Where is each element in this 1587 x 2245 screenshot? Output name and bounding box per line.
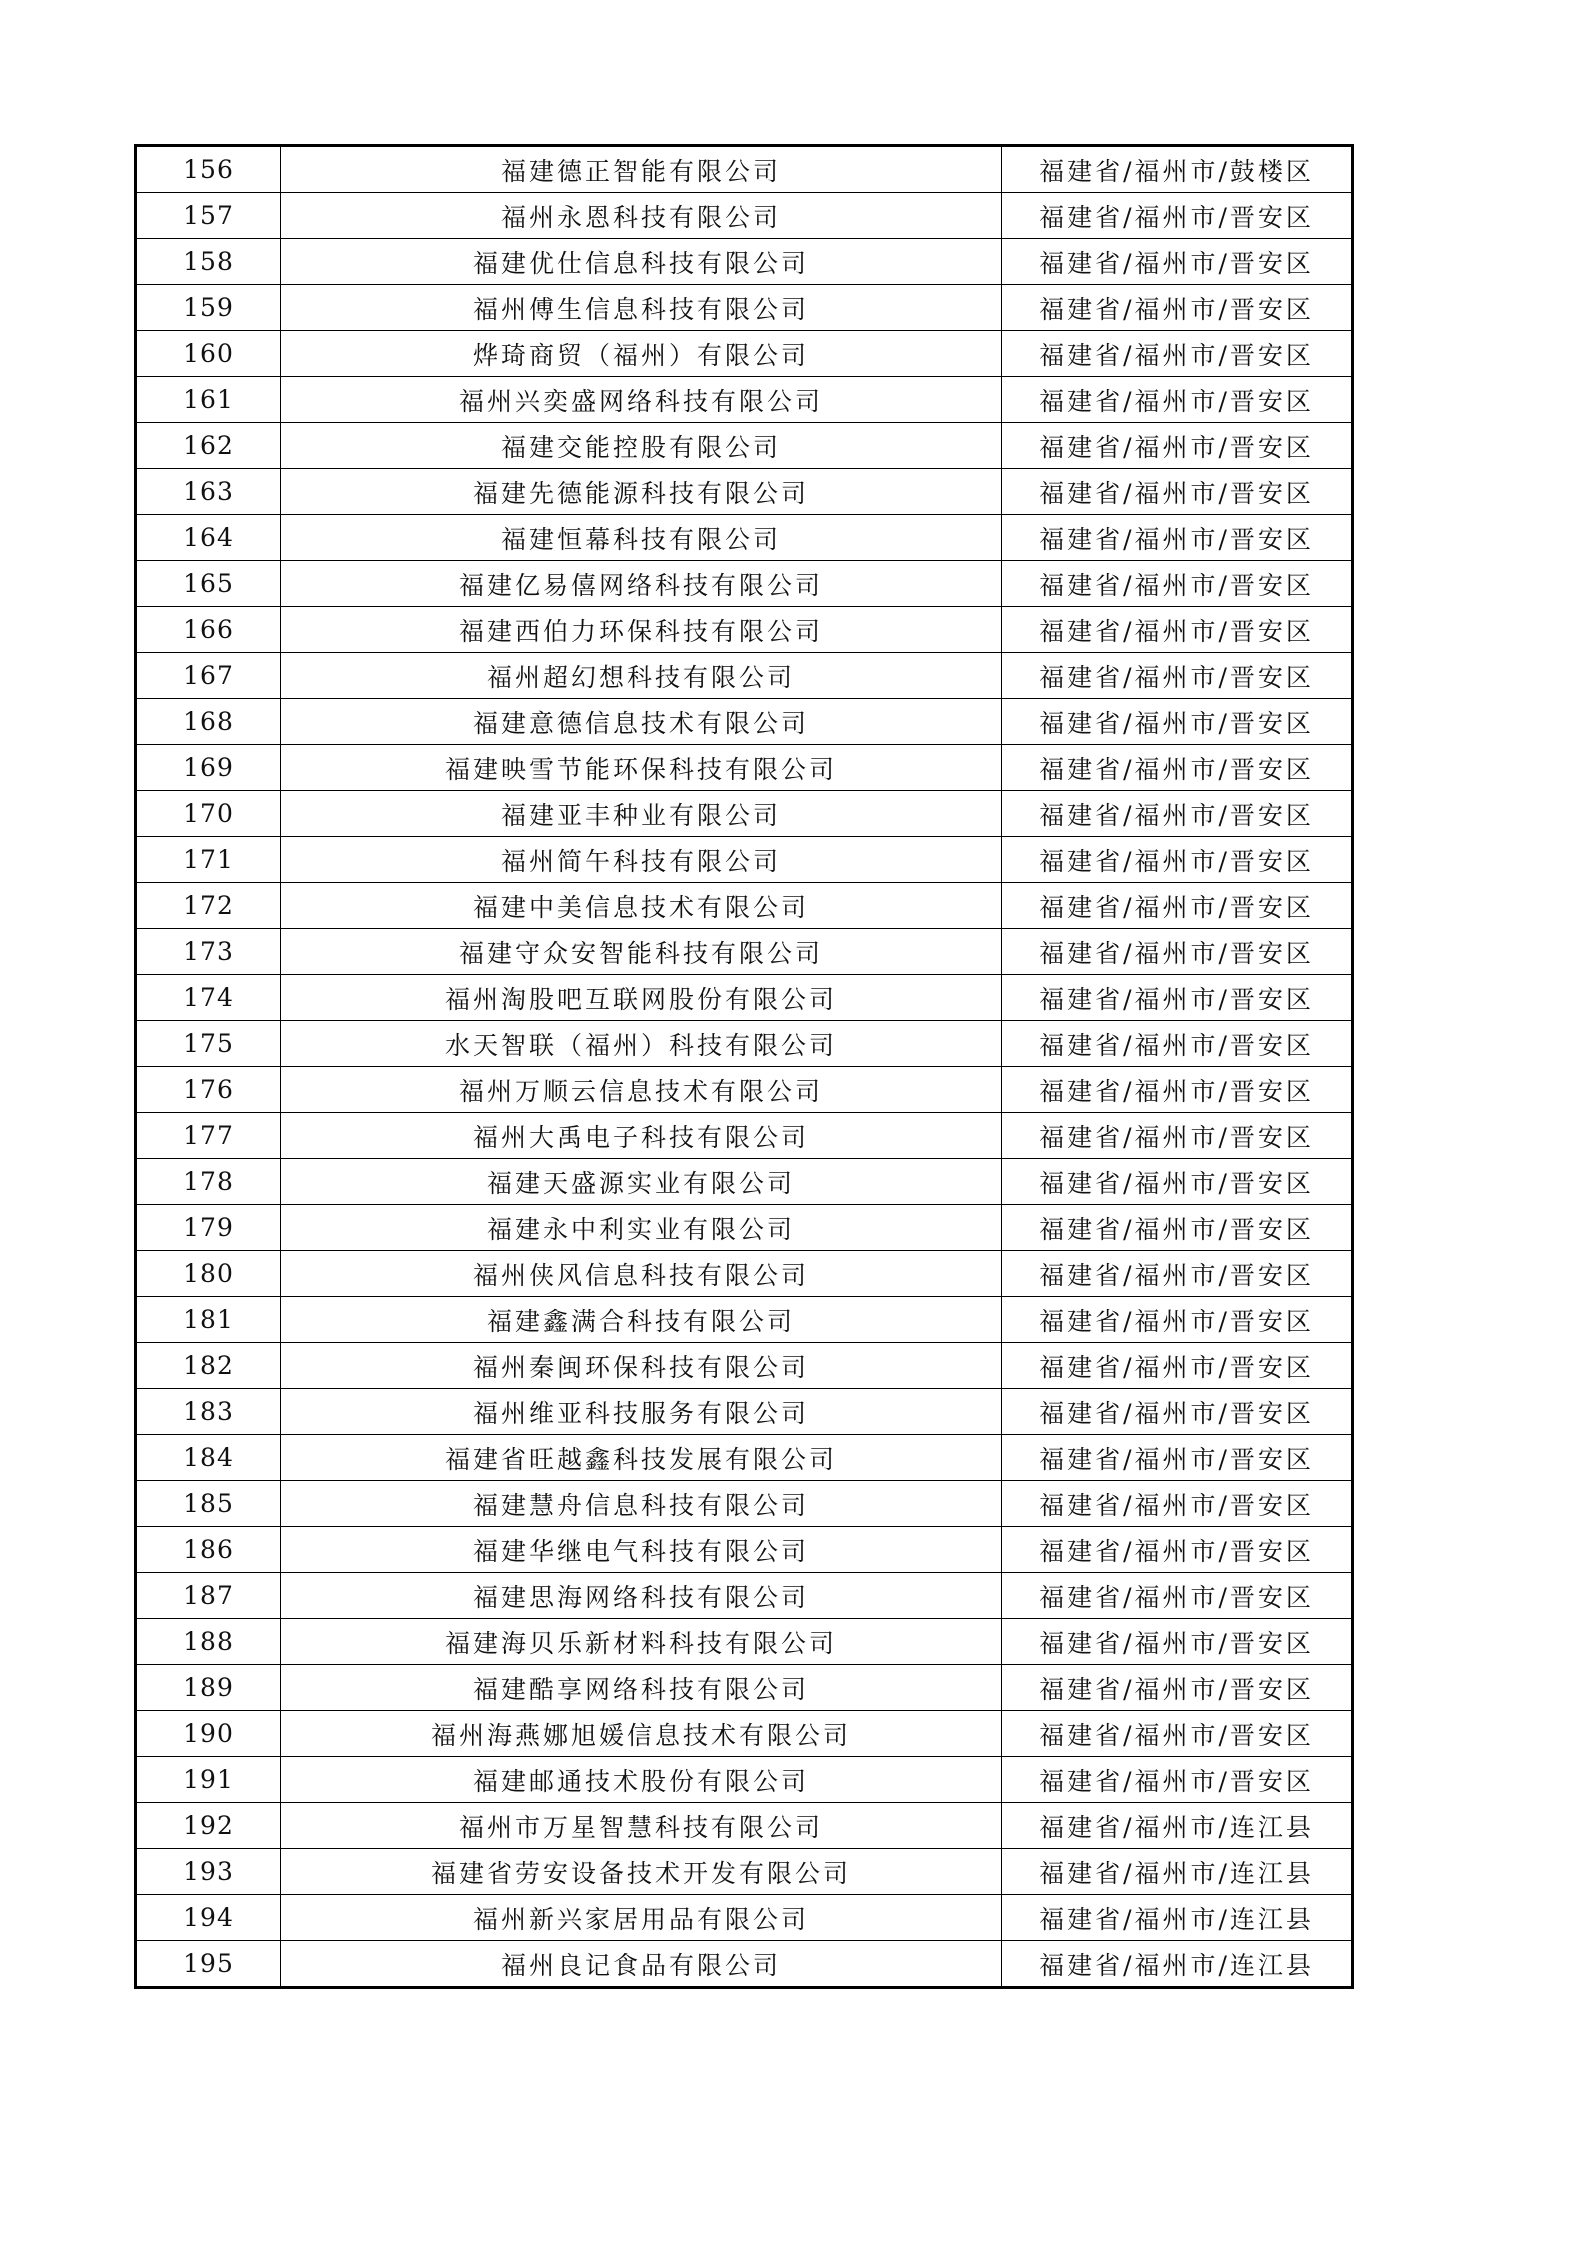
region-cell: 福建省/福州市/晋安区 xyxy=(1002,1711,1353,1757)
row-number-cell: 162 xyxy=(136,423,281,469)
row-number-cell: 193 xyxy=(136,1849,281,1895)
row-number-cell: 167 xyxy=(136,653,281,699)
table-row xyxy=(136,1435,1353,1481)
row-number-cell: 194 xyxy=(136,1895,281,1941)
row-number-cell: 171 xyxy=(136,837,281,883)
region-cell: 福建省/福州市/晋安区 xyxy=(1002,285,1353,331)
table-row xyxy=(136,1665,1353,1711)
row-number-cell: 183 xyxy=(136,1389,281,1435)
table-body xyxy=(136,146,1353,1988)
row-number-cell: 177 xyxy=(136,1113,281,1159)
region-cell: 福建省/福州市/晋安区 xyxy=(1002,1251,1353,1297)
region-cell: 福建省/福州市/晋安区 xyxy=(1002,1021,1353,1067)
region-cell: 福建省/福州市/晋安区 xyxy=(1002,929,1353,975)
row-number-cell: 178 xyxy=(136,1159,281,1205)
company-name-cell: 福建酷享网络科技有限公司 xyxy=(281,1665,1002,1711)
row-number-cell: 168 xyxy=(136,699,281,745)
company-name-cell: 福建海贝乐新材料科技有限公司 xyxy=(281,1619,1002,1665)
row-number-cell: 179 xyxy=(136,1205,281,1251)
row-number-cell: 172 xyxy=(136,883,281,929)
row-number-cell: 176 xyxy=(136,1067,281,1113)
row-number-cell: 181 xyxy=(136,1297,281,1343)
region-cell: 福建省/福州市/晋安区 xyxy=(1002,1619,1353,1665)
company-name-cell: 福州淘股吧互联网股份有限公司 xyxy=(281,975,1002,1021)
table-row xyxy=(136,1297,1353,1343)
region-cell: 福建省/福州市/晋安区 xyxy=(1002,1205,1353,1251)
table-row xyxy=(136,699,1353,745)
table-row xyxy=(136,837,1353,883)
company-name-cell: 福州侠风信息科技有限公司 xyxy=(281,1251,1002,1297)
table-row xyxy=(136,1619,1353,1665)
region-cell: 福建省/福州市/晋安区 xyxy=(1002,837,1353,883)
row-number-cell: 166 xyxy=(136,607,281,653)
company-name-cell: 福建中美信息技术有限公司 xyxy=(281,883,1002,929)
company-name-cell: 福建鑫满合科技有限公司 xyxy=(281,1297,1002,1343)
company-name-cell: 水天智联（福州）科技有限公司 xyxy=(281,1021,1002,1067)
table-row xyxy=(136,1389,1353,1435)
row-number-cell: 158 xyxy=(136,239,281,285)
row-number-cell: 186 xyxy=(136,1527,281,1573)
company-name-cell: 福州维亚科技服务有限公司 xyxy=(281,1389,1002,1435)
region-cell: 福建省/福州市/晋安区 xyxy=(1002,791,1353,837)
row-number-cell: 161 xyxy=(136,377,281,423)
table-row xyxy=(136,607,1353,653)
company-name-cell: 福州新兴家居用品有限公司 xyxy=(281,1895,1002,1941)
row-number-cell: 192 xyxy=(136,1803,281,1849)
table-row xyxy=(136,653,1353,699)
company-name-cell: 福州超幻想科技有限公司 xyxy=(281,653,1002,699)
row-number-cell: 169 xyxy=(136,745,281,791)
table-row xyxy=(136,1481,1353,1527)
company-name-cell: 福建省旺越鑫科技发展有限公司 xyxy=(281,1435,1002,1481)
table-row xyxy=(136,285,1353,331)
row-number-cell: 173 xyxy=(136,929,281,975)
region-cell: 福建省/福州市/晋安区 xyxy=(1002,1297,1353,1343)
company-name-cell: 福建慧舟信息科技有限公司 xyxy=(281,1481,1002,1527)
region-cell: 福建省/福州市/晋安区 xyxy=(1002,1435,1353,1481)
company-name-cell: 福建华继电气科技有限公司 xyxy=(281,1527,1002,1573)
region-cell: 福建省/福州市/晋安区 xyxy=(1002,699,1353,745)
region-cell: 福建省/福州市/晋安区 xyxy=(1002,745,1353,791)
table-row xyxy=(136,745,1353,791)
row-number-cell: 157 xyxy=(136,193,281,239)
table-row xyxy=(136,791,1353,837)
table-row xyxy=(136,1205,1353,1251)
row-number-cell: 180 xyxy=(136,1251,281,1297)
row-number-cell: 189 xyxy=(136,1665,281,1711)
table-row xyxy=(136,1573,1353,1619)
row-number-cell: 185 xyxy=(136,1481,281,1527)
table-row xyxy=(136,883,1353,929)
region-cell: 福建省/福州市/晋安区 xyxy=(1002,975,1353,1021)
company-name-cell: 福建西伯力环保科技有限公司 xyxy=(281,607,1002,653)
row-number-cell: 175 xyxy=(136,1021,281,1067)
company-name-cell: 福建意德信息技术有限公司 xyxy=(281,699,1002,745)
company-name-cell: 福州万顺云信息技术有限公司 xyxy=(281,1067,1002,1113)
company-name-cell: 福建省劳安设备技术开发有限公司 xyxy=(281,1849,1002,1895)
company-list-table xyxy=(134,144,1354,1989)
table-row xyxy=(136,1527,1353,1573)
table-row xyxy=(136,1757,1353,1803)
region-cell: 福建省/福州市/晋安区 xyxy=(1002,1481,1353,1527)
row-number-cell: 190 xyxy=(136,1711,281,1757)
table-row xyxy=(136,1343,1353,1389)
table-row xyxy=(136,515,1353,561)
region-cell: 福建省/福州市/晋安区 xyxy=(1002,1343,1353,1389)
company-name-cell: 福建思海网络科技有限公司 xyxy=(281,1573,1002,1619)
row-number-cell: 164 xyxy=(136,515,281,561)
table-row xyxy=(136,1159,1353,1205)
company-name-cell: 福建天盛源实业有限公司 xyxy=(281,1159,1002,1205)
company-name-cell: 福建亚丰种业有限公司 xyxy=(281,791,1002,837)
company-name-cell: 福州市万星智慧科技有限公司 xyxy=(281,1803,1002,1849)
row-number-cell: 156 xyxy=(136,146,281,193)
company-name-cell: 福建德正智能有限公司 xyxy=(281,146,1002,193)
region-cell: 福建省/福州市/晋安区 xyxy=(1002,193,1353,239)
company-name-cell: 福建交能控股有限公司 xyxy=(281,423,1002,469)
company-name-cell: 福州良记食品有限公司 xyxy=(281,1941,1002,1988)
company-name-cell: 福州永恩科技有限公司 xyxy=(281,193,1002,239)
company-name-cell: 福建邮通技术股份有限公司 xyxy=(281,1757,1002,1803)
company-name-cell: 福建守众安智能科技有限公司 xyxy=(281,929,1002,975)
table-row xyxy=(136,1803,1353,1849)
region-cell: 福建省/福州市/晋安区 xyxy=(1002,331,1353,377)
table-row xyxy=(136,331,1353,377)
region-cell: 福建省/福州市/晋安区 xyxy=(1002,1113,1353,1159)
table-row xyxy=(136,561,1353,607)
row-number-cell: 191 xyxy=(136,1757,281,1803)
region-cell: 福建省/福州市/晋安区 xyxy=(1002,469,1353,515)
region-cell: 福建省/福州市/晋安区 xyxy=(1002,1665,1353,1711)
company-name-cell: 福州海燕娜旭媛信息技术有限公司 xyxy=(281,1711,1002,1757)
region-cell: 福建省/福州市/晋安区 xyxy=(1002,883,1353,929)
row-number-cell: 187 xyxy=(136,1573,281,1619)
table-row xyxy=(136,1895,1353,1941)
company-name-cell: 福建先德能源科技有限公司 xyxy=(281,469,1002,515)
region-cell: 福建省/福州市/连江县 xyxy=(1002,1803,1353,1849)
row-number-cell: 160 xyxy=(136,331,281,377)
company-name-cell: 福建映雪节能环保科技有限公司 xyxy=(281,745,1002,791)
row-number-cell: 182 xyxy=(136,1343,281,1389)
region-cell: 福建省/福州市/连江县 xyxy=(1002,1941,1353,1988)
company-name-cell: 福州大禹电子科技有限公司 xyxy=(281,1113,1002,1159)
table-row xyxy=(136,239,1353,285)
company-name-cell: 福建优仕信息科技有限公司 xyxy=(281,239,1002,285)
table-row xyxy=(136,469,1353,515)
region-cell: 福建省/福州市/连江县 xyxy=(1002,1849,1353,1895)
region-cell: 福建省/福州市/晋安区 xyxy=(1002,1067,1353,1113)
region-cell: 福建省/福州市/晋安区 xyxy=(1002,515,1353,561)
table-row xyxy=(136,193,1353,239)
company-name-cell: 福州傅生信息科技有限公司 xyxy=(281,285,1002,331)
row-number-cell: 170 xyxy=(136,791,281,837)
region-cell: 福建省/福州市/晋安区 xyxy=(1002,1757,1353,1803)
table-row xyxy=(136,377,1353,423)
region-cell: 福建省/福州市/连江县 xyxy=(1002,1895,1353,1941)
company-name-cell: 福建恒幕科技有限公司 xyxy=(281,515,1002,561)
table-row xyxy=(136,1067,1353,1113)
table-row xyxy=(136,146,1353,193)
region-cell: 福建省/福州市/晋安区 xyxy=(1002,1527,1353,1573)
table-row xyxy=(136,1941,1353,1988)
table-row xyxy=(136,1021,1353,1067)
row-number-cell: 184 xyxy=(136,1435,281,1481)
company-name-cell: 福州简午科技有限公司 xyxy=(281,837,1002,883)
region-cell: 福建省/福州市/晋安区 xyxy=(1002,653,1353,699)
table-row xyxy=(136,975,1353,1021)
company-name-cell: 福建永中利实业有限公司 xyxy=(281,1205,1002,1251)
company-name-cell: 福建亿易僖网络科技有限公司 xyxy=(281,561,1002,607)
region-cell: 福建省/福州市/晋安区 xyxy=(1002,561,1353,607)
company-name-cell: 福州秦闽环保科技有限公司 xyxy=(281,1343,1002,1389)
region-cell: 福建省/福州市/晋安区 xyxy=(1002,239,1353,285)
table-row xyxy=(136,423,1353,469)
table-row xyxy=(136,929,1353,975)
company-name-cell: 烨琦商贸（福州）有限公司 xyxy=(281,331,1002,377)
table-row xyxy=(136,1711,1353,1757)
row-number-cell: 174 xyxy=(136,975,281,1021)
row-number-cell: 163 xyxy=(136,469,281,515)
row-number-cell: 165 xyxy=(136,561,281,607)
company-name-cell: 福州兴奕盛网络科技有限公司 xyxy=(281,377,1002,423)
region-cell: 福建省/福州市/晋安区 xyxy=(1002,377,1353,423)
row-number-cell: 159 xyxy=(136,285,281,331)
table-row xyxy=(136,1113,1353,1159)
region-cell: 福建省/福州市/晋安区 xyxy=(1002,423,1353,469)
table-row xyxy=(136,1849,1353,1895)
region-cell: 福建省/福州市/晋安区 xyxy=(1002,1573,1353,1619)
region-cell: 福建省/福州市/晋安区 xyxy=(1002,1389,1353,1435)
row-number-cell: 188 xyxy=(136,1619,281,1665)
region-cell: 福建省/福州市/晋安区 xyxy=(1002,607,1353,653)
row-number-cell: 195 xyxy=(136,1941,281,1988)
region-cell: 福建省/福州市/晋安区 xyxy=(1002,1159,1353,1205)
table-row xyxy=(136,1251,1353,1297)
region-cell: 福建省/福州市/鼓楼区 xyxy=(1002,146,1353,193)
